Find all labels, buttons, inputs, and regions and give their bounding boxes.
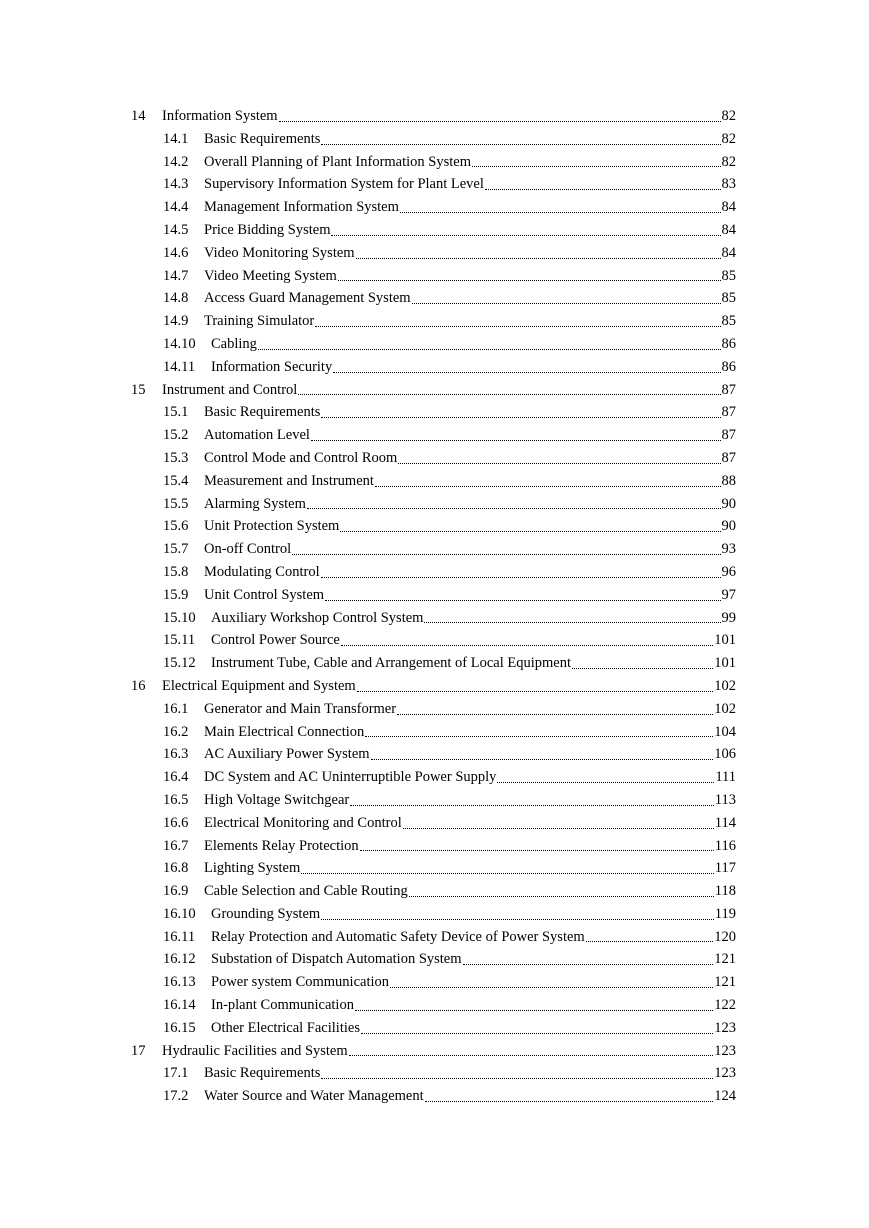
toc-section-entry[interactable]	[0, 812, 736, 835]
toc-dot-leader	[424, 1085, 715, 1108]
toc-entry-title: Grounding System	[211, 905, 321, 922]
toc-entry-title: AC Auxiliary Power System	[204, 746, 370, 763]
toc-entry-title: Instrument and Control	[162, 381, 298, 398]
toc-dot-leader	[399, 196, 722, 219]
toc-dot-leader	[278, 105, 722, 128]
toc-entry-number: 17	[131, 1042, 146, 1059]
toc-entry-number: 16.5	[163, 791, 189, 808]
toc-entry-title: Modulating Control	[204, 563, 320, 580]
toc-entry-number: 16.15	[163, 1019, 196, 1036]
toc-dot-leader	[397, 447, 721, 470]
toc-page-number: 119	[714, 905, 736, 922]
toc-page-number: 85	[721, 267, 736, 284]
toc-entry-number: 16.8	[163, 860, 189, 877]
toc-dot-leader	[291, 538, 721, 561]
toc-entry-title: Control Mode and Control Room	[204, 449, 398, 466]
toc-dot-leader	[314, 310, 721, 333]
toc-section-entry[interactable]	[0, 789, 736, 812]
toc-entry-title: Supervisory Information System for Plant Level	[204, 176, 484, 193]
toc-entry-title: Other Electrical Facilities	[211, 1019, 360, 1036]
toc-entry-number: 16.9	[163, 883, 189, 900]
toc-section-entry[interactable]	[0, 721, 736, 744]
toc-entry-number: 15.7	[163, 541, 189, 558]
toc-entry-title: Relay Protection and Automatic Safety Device of Power System	[211, 928, 585, 945]
toc-section-entry[interactable]	[0, 515, 736, 538]
toc-section-entry[interactable]	[0, 607, 736, 630]
toc-entry-title: Substation of Dispatch Automation System	[211, 951, 462, 968]
toc-section-entry[interactable]	[0, 219, 736, 242]
toc-section-entry[interactable]	[0, 128, 736, 151]
toc-dot-leader	[396, 698, 714, 721]
toc-entry-title: Generator and Main Transformer	[204, 700, 397, 717]
toc-entry-number: 14.4	[163, 199, 189, 216]
toc-page-number: 97	[721, 586, 736, 603]
toc-section-entry[interactable]	[0, 538, 736, 561]
toc-dot-leader	[330, 219, 721, 242]
toc-entry-title: Control Power Source	[211, 632, 340, 649]
toc-entry-title: Basic Requirements	[204, 1065, 321, 1082]
toc-entry-number: 16.10	[163, 905, 196, 922]
toc-entry-number: 14.2	[163, 153, 189, 170]
toc-entry-number: 15.1	[163, 404, 189, 421]
toc-entry-number: 15.11	[163, 632, 196, 649]
toc-entry-number: 17.2	[163, 1088, 189, 1105]
toc-page-number: 82	[721, 153, 736, 170]
toc-page-number: 111	[715, 769, 736, 786]
toc-dot-leader	[320, 128, 721, 151]
toc-dot-leader	[355, 242, 722, 265]
toc-entry-title: Overall Planning of Plant Information System	[204, 153, 472, 170]
toc-entry-title: Instrument Tube, Cable and Arrangement of Local Equipment	[211, 655, 572, 672]
toc-page-number: 87	[721, 381, 736, 398]
toc-entry-title: In-plant Communication	[211, 997, 354, 1014]
toc-page-number: 101	[714, 655, 736, 672]
toc-entry-number: 16.4	[163, 769, 189, 786]
toc-entry-title: On-off Control	[204, 541, 292, 558]
toc-page-number: 84	[721, 244, 736, 261]
toc-page-number: 82	[721, 130, 736, 147]
toc-page-number: 121	[714, 974, 736, 991]
toc-entry-title: Information System	[162, 108, 278, 124]
toc-dot-leader	[354, 994, 714, 1017]
toc-page-number: 86	[721, 335, 736, 352]
toc-entry-title: Unit Control System	[204, 586, 325, 603]
toc-section-entry[interactable]	[0, 151, 736, 174]
toc-entry-number: 15.6	[163, 518, 189, 535]
toc-chapter-entry[interactable]	[0, 105, 736, 128]
toc-entry-title: Alarming System	[204, 495, 306, 512]
toc-entry-title: Water Source and Water Management	[204, 1088, 424, 1105]
toc-dot-leader	[359, 835, 715, 858]
toc-page-number: 124	[714, 1088, 736, 1105]
toc-entry-number: 14.6	[163, 244, 189, 261]
toc-section-entry[interactable]	[0, 584, 736, 607]
toc-section-entry[interactable]	[0, 356, 736, 379]
toc-entry-title: Price Bidding System	[204, 221, 331, 238]
toc-section-entry[interactable]	[0, 493, 736, 516]
toc-page-number: 99	[721, 609, 736, 626]
toc-section-entry[interactable]	[0, 857, 736, 880]
toc-section-entry[interactable]	[0, 265, 736, 288]
toc-entry-title: Information Security	[211, 358, 333, 375]
toc-entry-number: 15.5	[163, 495, 189, 512]
toc-dot-leader	[585, 926, 715, 949]
toc-dot-leader	[411, 287, 722, 310]
toc-dot-leader	[471, 151, 721, 174]
toc-page-number: 90	[721, 518, 736, 535]
toc-entry-title: Lighting System	[204, 860, 301, 877]
toc-dot-leader	[340, 629, 714, 652]
toc-entry-number: 16.13	[163, 974, 196, 991]
toc-dot-leader	[320, 1062, 714, 1085]
toc-entry-title: Measurement and Instrument	[204, 472, 374, 489]
toc-dot-leader	[349, 789, 715, 812]
toc-entry-title: Main Electrical Connection	[204, 723, 365, 740]
toc-dot-leader	[324, 584, 721, 607]
toc-page-number: 93	[721, 541, 736, 558]
toc-page-number: 123	[714, 1042, 736, 1059]
toc-entry-number: 14.5	[163, 221, 189, 238]
toc-entry-number: 14.11	[163, 358, 196, 375]
toc-section-entry[interactable]	[0, 173, 736, 196]
toc-page-number: 102	[714, 700, 736, 717]
toc-page-number: 88	[721, 472, 736, 489]
toc-entry-number: 15.8	[163, 563, 189, 580]
toc-entry-number: 16.12	[163, 951, 196, 968]
toc-section-entry[interactable]	[0, 1017, 736, 1040]
toc-section-entry[interactable]	[0, 880, 736, 903]
toc-section-entry[interactable]	[0, 743, 736, 766]
toc-page-number: 82	[721, 108, 736, 124]
toc-section-entry[interactable]	[0, 766, 736, 789]
toc-dot-leader	[332, 356, 721, 379]
toc-dot-leader	[462, 948, 715, 971]
toc-entry-title: Hydraulic Facilities and System	[162, 1042, 348, 1059]
toc-dot-leader	[320, 903, 715, 926]
toc-entry-number: 15.3	[163, 449, 189, 466]
toc-dot-leader	[408, 880, 715, 903]
toc-dot-leader	[402, 812, 715, 835]
toc-page-number: 123	[714, 1019, 736, 1036]
toc-chapter-entry[interactable]	[0, 1040, 736, 1063]
toc-page-number: 122	[714, 997, 736, 1014]
toc-dot-leader	[389, 971, 714, 994]
toc-dot-leader	[297, 379, 721, 402]
toc-entry-title: Cabling	[211, 335, 257, 352]
toc-section-entry[interactable]	[0, 698, 736, 721]
toc-entry-title: Basic Requirements	[204, 404, 321, 421]
toc-entry-title: Cable Selection and Cable Routing	[204, 883, 408, 900]
toc-entry-number: 16.14	[163, 997, 196, 1014]
toc-entry-title: Elements Relay Protection	[204, 837, 359, 854]
toc-page-number: 114	[714, 814, 736, 831]
toc-page-number: 104	[714, 723, 736, 740]
toc-entry-number: 16	[131, 677, 146, 694]
toc-dot-leader	[356, 675, 715, 698]
toc-entry-title: Basic Requirements	[204, 130, 321, 147]
toc-section-entry[interactable]	[0, 948, 736, 971]
toc-page-number: 106	[714, 746, 736, 763]
toc-entry-number: 14.10	[163, 335, 196, 352]
toc-section-entry[interactable]	[0, 926, 736, 949]
toc-dot-leader	[496, 766, 715, 789]
toc-page-number: 87	[721, 404, 736, 421]
toc-entry-number: 15.4	[163, 472, 189, 489]
toc-entry-number: 16.6	[163, 814, 189, 831]
toc-section-entry[interactable]	[0, 1085, 736, 1108]
toc-page-number: 84	[721, 199, 736, 216]
toc-section-entry[interactable]	[0, 401, 736, 424]
toc-dot-leader	[320, 561, 722, 584]
toc-entry-number: 15.12	[163, 655, 196, 672]
toc-page-number: 120	[714, 928, 736, 945]
toc-section-entry[interactable]	[0, 287, 736, 310]
toc-entry-title: DC System and AC Uninterruptible Power Supply	[204, 769, 497, 786]
toc-entry-number: 16.7	[163, 837, 189, 854]
toc-section-entry[interactable]	[0, 1062, 736, 1085]
toc-entry-number: 14.3	[163, 176, 189, 193]
toc-page-number: 86	[721, 358, 736, 375]
toc-section-entry[interactable]	[0, 447, 736, 470]
toc-page-number: 116	[714, 837, 736, 854]
toc-dot-leader	[348, 1040, 715, 1063]
toc-entry-title: Auxiliary Workshop Control System	[211, 609, 424, 626]
toc-section-entry[interactable]	[0, 470, 736, 493]
table-of-contents	[0, 105, 869, 1108]
toc-entry-title: High Voltage Switchgear	[204, 791, 350, 808]
toc-dot-leader	[337, 265, 722, 288]
toc-section-entry[interactable]	[0, 310, 736, 333]
toc-entry-title: Management Information System	[204, 199, 399, 216]
toc-chapter-entry[interactable]	[0, 675, 736, 698]
toc-entry-number: 15.2	[163, 427, 189, 444]
toc-entry-title: Electrical Equipment and System	[162, 677, 356, 694]
toc-entry-number: 14	[131, 108, 146, 124]
toc-dot-leader	[306, 493, 722, 516]
toc-page-number: 96	[721, 563, 736, 580]
toc-entry-title: Unit Protection System	[204, 518, 340, 535]
toc-dot-leader	[571, 652, 714, 675]
toc-entry-title: Video Monitoring System	[204, 244, 355, 261]
toc-entry-title: Training Simulator	[204, 313, 315, 330]
toc-page-number: 87	[721, 427, 736, 444]
toc-page-number: 87	[721, 449, 736, 466]
toc-entry-number: 14.9	[163, 313, 189, 330]
toc-dot-leader	[374, 470, 722, 493]
toc-section-entry[interactable]	[0, 424, 736, 447]
toc-entry-number: 14.1	[163, 130, 189, 147]
toc-page-number: 85	[721, 290, 736, 307]
toc-entry-number: 14.8	[163, 290, 189, 307]
toc-section-entry[interactable]	[0, 561, 736, 584]
toc-entry-number: 14.7	[163, 267, 189, 284]
toc-page-number: 85	[721, 313, 736, 330]
toc-section-entry[interactable]	[0, 835, 736, 858]
toc-dot-leader	[484, 173, 722, 196]
toc-section-entry[interactable]	[0, 629, 736, 652]
toc-section-entry[interactable]	[0, 196, 736, 219]
toc-page-number: 113	[714, 791, 736, 808]
toc-dot-leader	[364, 721, 714, 744]
toc-dot-leader	[257, 333, 722, 356]
toc-entry-number: 16.1	[163, 700, 189, 717]
toc-page-number: 123	[714, 1065, 736, 1082]
toc-entry-number: 15.10	[163, 609, 196, 626]
toc-entry-number: 16.3	[163, 746, 189, 763]
toc-section-entry[interactable]	[0, 903, 736, 926]
toc-section-entry[interactable]	[0, 652, 736, 675]
toc-entry-title: Automation Level	[204, 427, 310, 444]
toc-entry-number: 16.2	[163, 723, 189, 740]
toc-entry-number: 15.9	[163, 586, 189, 603]
toc-page-number: 84	[721, 221, 736, 238]
toc-page-number: 90	[721, 495, 736, 512]
toc-page-number: 101	[714, 632, 736, 649]
toc-entry-title: Electrical Monitoring and Control	[204, 814, 402, 831]
toc-dot-leader	[423, 607, 721, 630]
toc-page-number: 118	[714, 883, 736, 900]
toc-entry-number: 17.1	[163, 1065, 189, 1082]
toc-dot-leader	[300, 857, 715, 880]
toc-section-entry[interactable]	[0, 994, 736, 1017]
toc-page-number: 121	[714, 951, 736, 968]
toc-dot-leader	[320, 401, 721, 424]
toc-section-entry[interactable]	[0, 242, 736, 265]
toc-entry-number: 16.11	[163, 928, 196, 945]
toc-section-entry[interactable]	[0, 333, 736, 356]
toc-entry-title: Video Meeting System	[204, 267, 337, 284]
toc-page-number: 83	[721, 176, 736, 193]
toc-page-number: 102	[714, 677, 736, 694]
toc-dot-leader	[370, 743, 715, 766]
toc-entry-title: Access Guard Management System	[204, 290, 411, 307]
toc-entry-title: Power system Communication	[211, 974, 390, 991]
toc-dot-leader	[339, 515, 721, 538]
toc-chapter-entry[interactable]	[0, 379, 736, 402]
toc-entry-number: 15	[131, 381, 146, 398]
toc-dot-leader	[310, 424, 722, 447]
toc-section-entry[interactable]	[0, 971, 736, 994]
toc-dot-leader	[360, 1017, 714, 1040]
toc-page-number: 117	[714, 860, 736, 877]
